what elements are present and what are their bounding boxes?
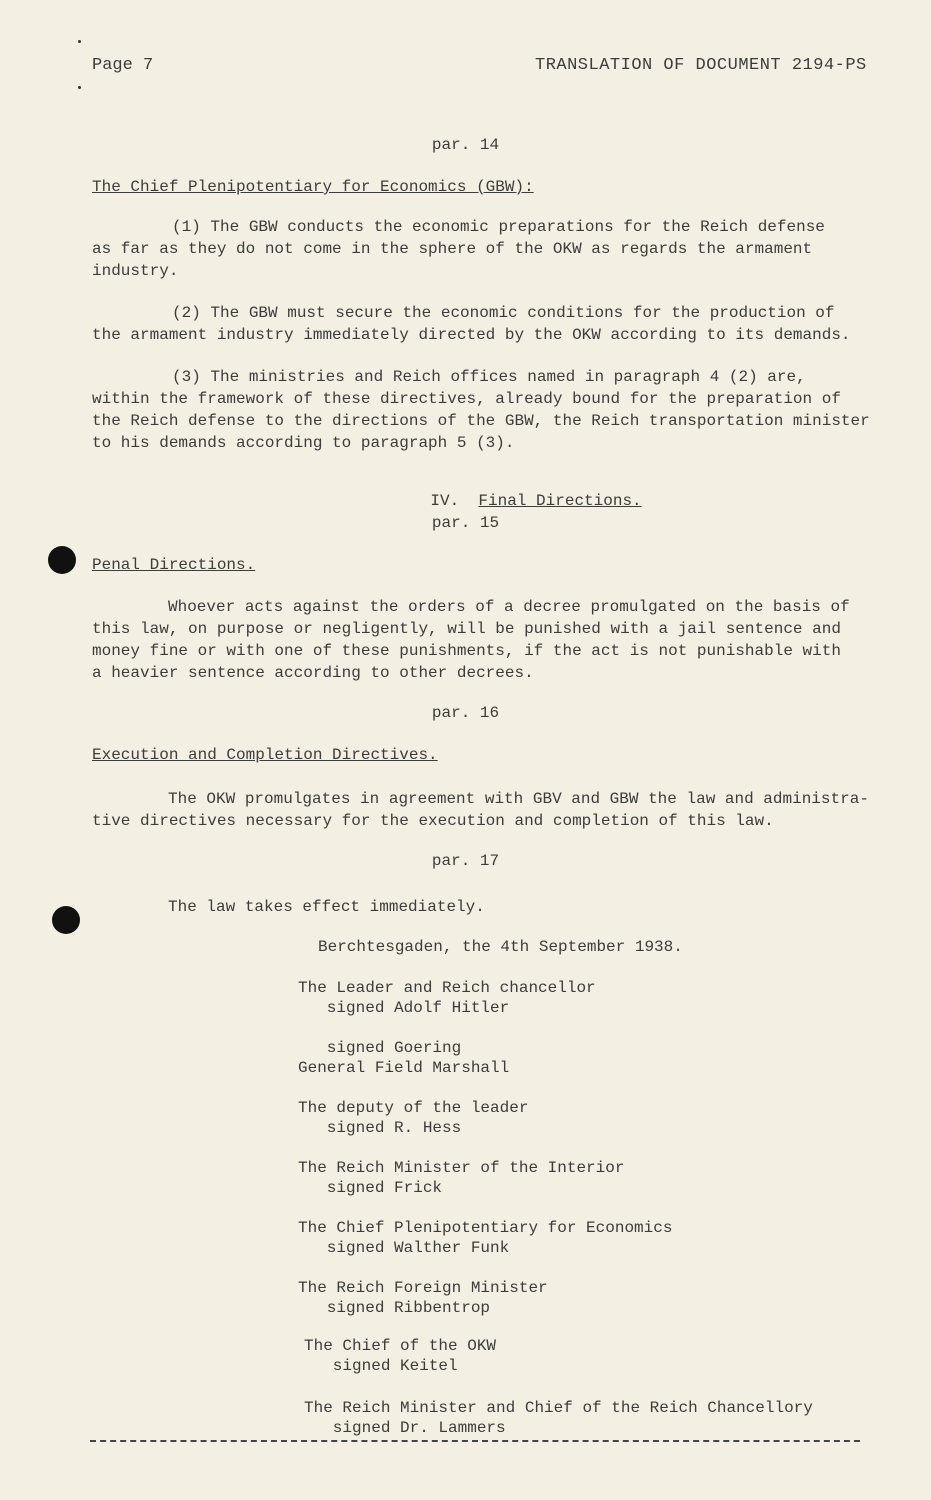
signature-block: The Leader and Reich chancellor signed Adolf Hitler xyxy=(298,979,596,1017)
par16-label: par. 16 xyxy=(431,704,500,722)
page-number: Page 7 xyxy=(92,56,154,75)
par14-paragraph-1: (1) The GBW conducts the economic preparations for the Reich defense as far as they do not come in the sphere of the OKW as regards the armament industry. xyxy=(92,218,825,280)
par14-paragraph-2: (2) The GBW must secure the economic conditions for the production of the armament industry immediately directed by the OKW according to its demands. xyxy=(92,304,851,344)
par15-heading: Penal Directions. xyxy=(92,556,256,574)
par17-text: The law takes effect immediately. xyxy=(168,898,485,916)
signature-block: The Reich Minister and Chief of the Reich Chancellory signed Dr. Lammers xyxy=(304,1399,813,1437)
punch-hole xyxy=(48,546,76,574)
par14-heading: The Chief Plenipotentiary for Economics (GBW): xyxy=(92,178,534,196)
par14-paragraph-3: (3) The ministries and Reich offices named in paragraph 4 (2) are, within the framework of these directives, already bound for the preparation of the Reich defense to the directions of the GBW, the Reich transportation minister to his demands according to paragraph 5 (3). xyxy=(92,368,870,452)
par16-paragraph: The OKW promulgates in agreement with GBV and GBW the law and administra- tive directives necessary for the execution and completion of this law. xyxy=(92,790,869,830)
punch-hole xyxy=(52,906,80,934)
document-number: TRANSLATION OF DOCUMENT 2194-PS xyxy=(535,56,867,75)
section-title: Final Directions. xyxy=(478,492,642,510)
signature-block: The deputy of the leader signed R. Hess xyxy=(298,1099,529,1137)
par16-heading: Execution and Completion Directives. xyxy=(92,746,438,764)
place-date: Berchtesgaden, the 4th September 1938. xyxy=(318,938,683,956)
bottom-divider xyxy=(90,1440,860,1442)
section-numeral: IV. xyxy=(430,492,460,510)
par17-label: par. 17 xyxy=(431,852,500,870)
par15-label: par. 15 xyxy=(431,514,500,532)
signature-block: The Chief Plenipotentiary for Economics signed Walther Funk xyxy=(298,1219,673,1257)
margin-mark xyxy=(78,86,81,89)
signature-block: The Reich Minister of the Interior signed Frick xyxy=(298,1159,625,1197)
signature-block: signed Goering General Field Marshall xyxy=(298,1039,510,1077)
signature-block: The Reich Foreign Minister signed Ribbentrop xyxy=(298,1279,548,1317)
par15-paragraph: Whoever acts against the orders of a decree promulgated on the basis of this law, on purpose or negligently, will be punished with a jail sentence and money fine or with one of these punishments, if the act is not punishable with a heavier sentence according to other decrees. xyxy=(92,598,850,682)
margin-mark xyxy=(78,40,81,43)
signature-block: The Chief of the OKW signed Keitel xyxy=(304,1337,497,1375)
par14-label: par. 14 xyxy=(431,136,500,154)
